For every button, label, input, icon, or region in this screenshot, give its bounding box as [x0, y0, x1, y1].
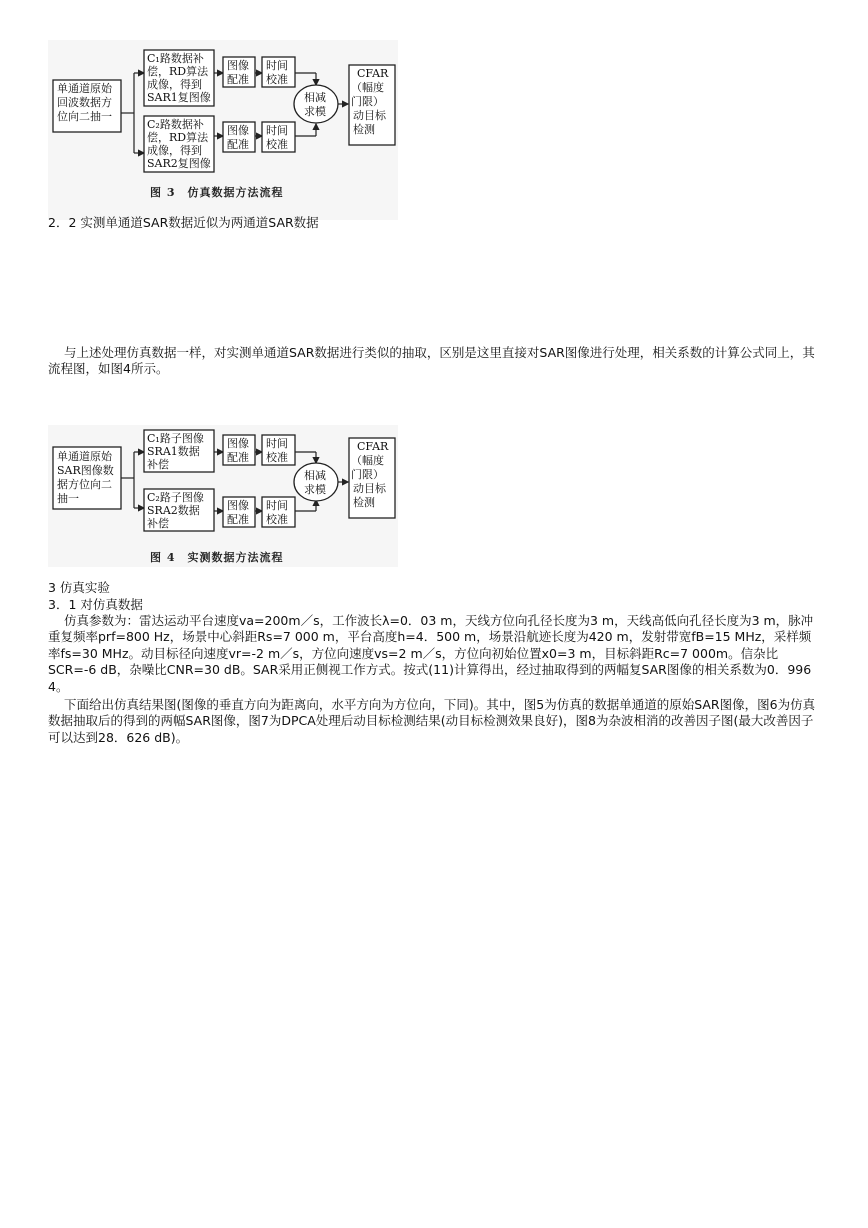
- f3-b1-l3: SAR1复图像: [147, 91, 211, 104]
- f3-cfar-l2: 门限）: [351, 95, 384, 108]
- f4-reg2-l1: 配准: [227, 513, 249, 526]
- f4-tc2-l0: 时间: [266, 499, 288, 512]
- paragraph-1: 与上述处理仿真数据一样，对实测单通道SAR数据进行类似的抽取，区别是这里直接对SAR图像进行处理，相关系数的计算公式同上，其流程图，如图4所示。: [48, 345, 815, 377]
- f3-input-l2: 位向二抽一: [57, 110, 112, 123]
- f4-sub-l1: 求模: [304, 483, 326, 496]
- f3-sub-l1: 求模: [304, 105, 326, 118]
- f4-cfar-l3: 动目标: [353, 482, 386, 495]
- f4-b1-l0: C₁路子图像: [147, 432, 204, 445]
- section-3-heading: 3 仿真实验: [48, 580, 110, 595]
- f4-input-l1: SAR图像数: [57, 464, 114, 477]
- f4-reg1-l0: 图像: [227, 437, 249, 450]
- f3-tc2-l0: 时间: [266, 124, 288, 137]
- f4-input-l0: 单通道原始: [57, 450, 112, 463]
- f3-tc2-l1: 校准: [266, 138, 288, 151]
- f3-b1-l1: 偿，RD算法: [147, 65, 209, 78]
- f4-cfar-l2: 门限）: [351, 468, 384, 481]
- f3-reg1-l0: 图像: [227, 59, 249, 72]
- f3-tc1-l0: 时间: [266, 59, 288, 72]
- f4-b1-l2: 补偿: [147, 458, 169, 471]
- f4-input-l2: 据方位向二: [57, 478, 112, 491]
- f3-reg2-l0: 图像: [227, 124, 249, 137]
- f4-tc1-l0: 时间: [266, 437, 288, 450]
- paragraph-2: 仿真参数为：雷达运动平台速度va=200m／s，工作波长λ=0．03 m，天线方位向孔径长度为3 m，天线高低向孔径长度为3 m，脉冲重复频率prf=800 Hz，场景中心斜距Rs=7 000 m，平台高度h=4．500 m，场景沿航迹长度为420 m，发射带宽fB=15 MHz，采样频率fs=30 MHz。动目标径向速度vr=-2 m／s，方位向速度vs=2 m／s，方位向初始位置x0=3 m，目标斜距Rc=7 000m。信杂比SCR=-6 dB，杂噪比CNR=30 dB。SAR采用正侧视工作方式。按式(11)计算得出，经过抽取得到的两幅复SAR图像的相关系数为0．996 4。: [48, 613, 814, 694]
- f3-input-l0: 单通道原始: [57, 82, 112, 95]
- f4-b1-l1: SRA1数据: [147, 445, 200, 458]
- f3-b2-l2: 成像，得到: [147, 144, 202, 157]
- f4-input-l3: 抽一: [57, 492, 79, 505]
- f4-b2-l2: 补偿: [147, 517, 169, 530]
- f4-sub-l0: 相减: [304, 469, 326, 482]
- figure-4-flowchart: [48, 425, 398, 567]
- f3-b2-l3: SAR2复图像: [147, 157, 211, 170]
- f3-reg1-l1: 配准: [227, 73, 249, 86]
- figure-3-caption: 图 3 仿真数据方法流程: [150, 186, 284, 199]
- f4-reg2-l0: 图像: [227, 499, 249, 512]
- f4-cfar-l1: （幅度: [351, 454, 384, 467]
- section-2-2-heading: 2．2 实测单通道SAR数据近似为两通道SAR数据: [48, 215, 319, 230]
- f3-input-l1: 回波数据方: [57, 96, 112, 109]
- f3-sub-l0: 相减: [304, 91, 326, 104]
- f3-cfar-l1: （幅度: [351, 81, 384, 94]
- f3-cfar-l0: CFAR: [357, 67, 389, 80]
- f3-b1-l2: 成像，得到: [147, 78, 202, 91]
- paragraph-3: 下面给出仿真结果图(图像的垂直方向为距离向，水平方向为方位向，下同)。其中，图5为仿真的数据单通道的原始SAR图像，图6为仿真数据抽取后的得到的两幅SAR图像，图7为DPCA处理后动目标检测结果(动目标检测效果良好)，图8为杂波相消的改善因子图(最大改善因子可以达到28．626 dB)。: [48, 697, 816, 745]
- f4-tc1-l1: 校准: [266, 451, 288, 464]
- f4-tc2-l1: 校准: [266, 513, 288, 526]
- f4-reg1-l1: 配准: [227, 451, 249, 464]
- f4-cfar-l0: CFAR: [357, 440, 389, 453]
- f3-b2-l0: C₂路数据补: [147, 118, 204, 131]
- f3-reg2-l1: 配准: [227, 138, 249, 151]
- f3-b1-l0: C₁路数据补: [147, 52, 204, 65]
- f3-tc1-l1: 校准: [266, 73, 288, 86]
- section-3-1-heading: 3．1 对仿真数据: [48, 597, 143, 612]
- figure-4-caption: 图 4 实测数据方法流程: [150, 551, 284, 564]
- f4-b2-l1: SRA2数据: [147, 504, 200, 517]
- f4-cfar-l4: 检测: [353, 496, 375, 509]
- f3-b2-l1: 偿，RD算法: [147, 131, 209, 144]
- f3-cfar-l4: 检测: [353, 123, 375, 136]
- figure-4: [48, 425, 398, 567]
- f3-cfar-l3: 动目标: [353, 109, 386, 122]
- f4-b2-l0: C₂路子图像: [147, 491, 204, 504]
